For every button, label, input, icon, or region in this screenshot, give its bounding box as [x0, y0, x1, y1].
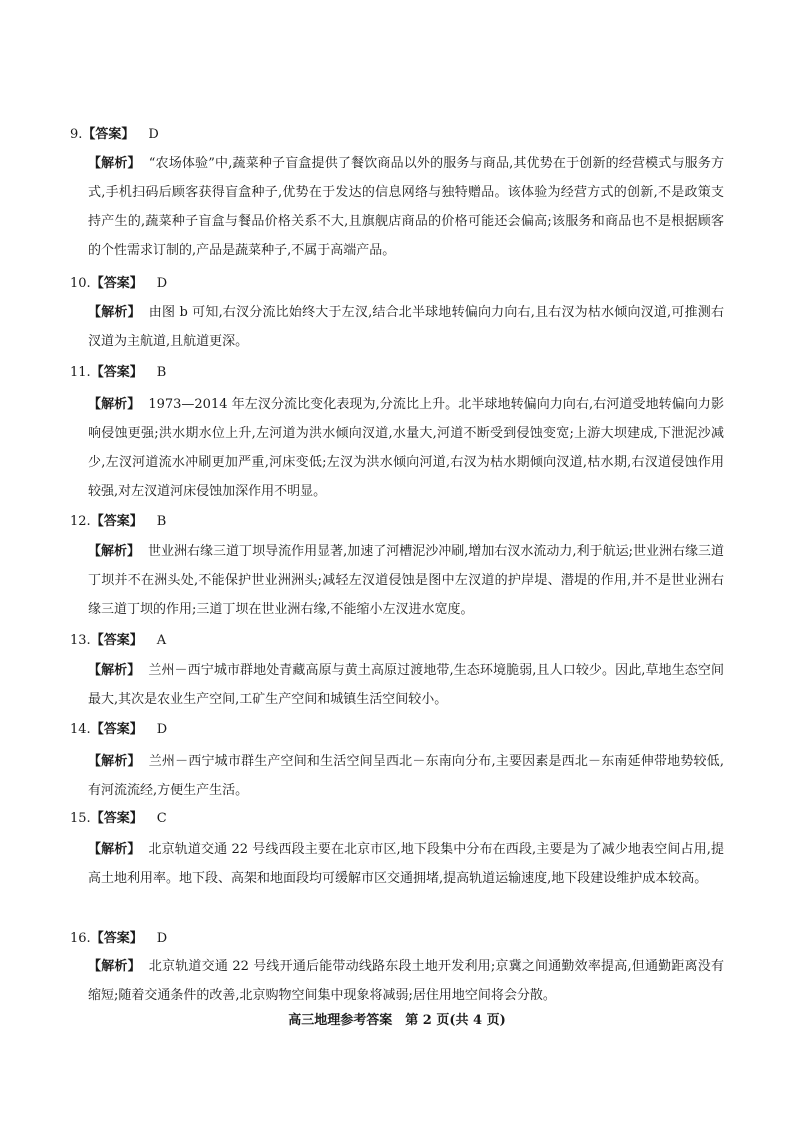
answer-line-11 [70, 364, 166, 382]
explanation-12 [88, 537, 724, 624]
page-footer: 高三地理参考答案 第 2 页(共 4 页) [288, 1013, 506, 1028]
answer-tag: 【答案】 [90, 633, 143, 648]
answer-value: D [156, 276, 168, 291]
answer-tag: 【答案】 [90, 722, 143, 737]
explanation-11 [88, 390, 724, 506]
explanation-text: 兰州－西宁城市群生产空间和生活空间呈西北－东南向分布,主要因素是西北－东南延伸带地势较低,有河流流经,方便生产生活。 [88, 754, 724, 798]
explanation-10 [88, 298, 724, 356]
explanation-text: 世业洲右缘三道丁坝导流作用显著,加速了河槽泥沙冲刷,增加右汊水流动力,利于航运;世业洲右缘三道丁坝并不在洲头处,不能保护世业洲洲头;减轻左汊道侵蚀是图中左汊道的护岸堤、潜堤的作用,并不是世业洲右缘三道丁坝的作用;三道丁坝在世业洲右缘,不能缩小左汊进水宽度。 [88, 544, 724, 617]
answer-tag: 【答案】 [90, 811, 143, 826]
question-number: 11. [70, 365, 91, 380]
answer-line-16 [70, 930, 167, 948]
answer-tag: 【答案】 [82, 127, 135, 142]
explanation-text: 兰州－西宁城市群地处青藏高原与黄土高原过渡地带,生态环境脆弱,且人口较少。因此,草地生态空间最大,其次是农业生产空间,工矿生产空间和城镇生活空间较小。 [88, 663, 724, 707]
question-number: 14. [70, 722, 91, 737]
explanation-text: 1973—2014 年左汊分流比变化表现为,分流比上升。北半球地转偏向力向右,右河道受地转偏向力影响侵蚀更强;洪水期水位上升,左河道为洪水倾向汊道,水量大,河道不断受到侵蚀变宽;上游大坝建成,下泄泥沙减少,左汊河道流水冲刷更加严重,河床变低;左汊为洪水倾向河道,右汊为枯水期倾向汊道,枯水期,右汊道侵蚀作用较强,对左汊道河床侵蚀加深作用不明显。 [88, 397, 724, 499]
explain-tag: 【解析】 [88, 305, 141, 320]
answer-line-12 [70, 513, 166, 531]
answer-value: B [156, 514, 167, 529]
explanation-14 [88, 747, 724, 805]
answer-tag: 【答案】 [90, 514, 143, 529]
explanation-15 [88, 835, 724, 893]
answer-tag: 【答案】 [90, 276, 143, 291]
answer-line-13 [70, 632, 166, 650]
question-number: 13. [70, 633, 91, 648]
answer-tag: 【答案】 [90, 365, 143, 380]
answer-line-9 [70, 126, 159, 144]
explain-tag: 【解析】 [88, 663, 141, 678]
answer-value: D [156, 931, 168, 946]
question-number: 16. [70, 931, 91, 946]
explain-tag: 【解析】 [88, 156, 141, 171]
explanation-text: 北京轨道交通 22 号线开通后能带动线路东段土地开发利用;京冀之间通勤效率提高,但通勤距离没有缩短;随着交通条件的改善,北京购物空间集中现象将减弱;居住用地空间将会分散。 [88, 959, 724, 1003]
explanation-13 [88, 656, 724, 714]
explanation-16 [88, 952, 724, 1010]
question-number: 12. [70, 514, 91, 529]
explain-tag: 【解析】 [88, 397, 141, 412]
answer-line-15 [70, 810, 167, 828]
answer-tag: 【答案】 [90, 931, 143, 946]
answer-value: D [156, 722, 168, 737]
answer-value: C [156, 811, 167, 826]
answer-line-14 [70, 721, 167, 739]
answer-line-10 [70, 275, 167, 293]
answer-value: A [156, 633, 167, 648]
explanation-text: 由图 b 可知,右汊分流比始终大于左汊,结合北半球地转偏向力向右,且右汊为枯水倾向汊道,可推测右汊道为主航道,且航道更深。 [88, 305, 724, 349]
explanation-9 [88, 149, 724, 265]
explain-tag: 【解析】 [88, 544, 141, 559]
answer-value: B [156, 365, 167, 380]
question-number: 15. [70, 811, 91, 826]
answer-value: D [148, 127, 159, 142]
question-number: 9. [70, 127, 83, 142]
explanation-text: 北京轨道交通 22 号线西段主要在北京市区,地下段集中分布在西段,主要是为了减少地表空间占用,提高土地利用率。地下段、高架和地面段均可缓解市区交通拥堵,提高轨道运输速度,地下段建设维护成本较高。 [88, 842, 724, 886]
question-number: 10. [70, 276, 91, 291]
explanation-text: “农场体验”中,蔬菜种子盲盒提供了餐饮商品以外的服务与商品,其优势在于创新的经营模式与服务方式,手机扫码后顾客获得盲盒种子,优势在于发达的信息网络与独特赠品。该体验为经营方式的创新,不是政策支持产生的,蔬菜种子盲盒与餐品价格关系不大,且旗舰店商品的价格可能还会偏高;该服务和商品也不是根据顾客的个性需求订制的,产品是蔬菜种子,不属于高端产品。 [88, 156, 724, 258]
explain-tag: 【解析】 [88, 842, 141, 857]
explain-tag: 【解析】 [88, 959, 141, 974]
explain-tag: 【解析】 [88, 754, 141, 769]
